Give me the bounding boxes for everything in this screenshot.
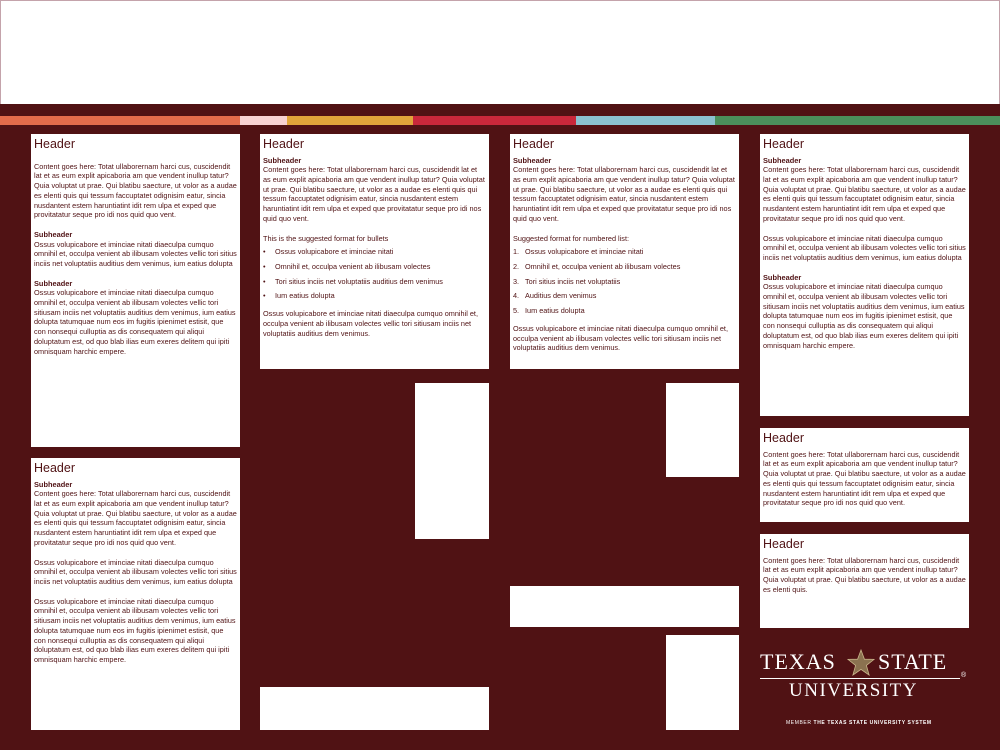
stripe-segment <box>0 116 240 125</box>
logo-word-state: STATE <box>878 649 948 674</box>
bullet-list <box>263 247 486 301</box>
list-number: 1. <box>513 247 520 257</box>
card-header: Header <box>513 137 554 151</box>
card-header: Header <box>763 537 804 551</box>
card-subheader: Subheader <box>763 272 802 282</box>
stripe-segment <box>413 116 576 125</box>
numbered-list <box>513 247 736 316</box>
member-line <box>786 720 932 726</box>
list-item <box>513 247 736 257</box>
stripe-segment <box>287 116 413 125</box>
registered-mark: ® <box>961 672 967 679</box>
card-subheader: Subheader <box>34 278 73 288</box>
logo-wordmark <box>760 648 970 676</box>
poster-title-area[interactable] <box>0 0 1000 104</box>
stripe-segment <box>715 116 1000 125</box>
list-item <box>263 247 486 257</box>
university-logo <box>755 644 975 734</box>
list-item-text: Auditius dem venimus <box>525 291 597 301</box>
list-item <box>263 277 486 287</box>
card-subheader: Subheader <box>513 155 552 165</box>
card-subheader: Subheader <box>263 155 302 165</box>
list-item-text: Ium eatius dolupta <box>275 291 335 301</box>
stripe-segment <box>240 116 287 125</box>
bullet-marker: • <box>263 247 266 257</box>
logo-word-texas: TEXAS <box>760 649 836 674</box>
list-intro: This is the suggested format for bullets <box>263 233 389 243</box>
content-card <box>31 458 240 730</box>
content-card <box>31 134 240 447</box>
content-card <box>760 134 969 416</box>
list-item-text: Tori sitius inciis net voluptatiis auditius dem venimus <box>275 276 443 286</box>
card-text: Content goes here: Totat ullaborernam harci cus, cuscidendit lat et as eum explit apicaboria am que vendent inullup tatur? Quia voluptat ut prae. Qui blatibu saecture, ut volor as a audae es elenti quis qui tessum faccuptatet odignisim eatur, sincia nusdantent estem haruntiatint idit rem ulpa et exped que provitatatur seque pro idi nos quid quo vent. <box>763 165 966 223</box>
list-intro: Suggested format for numbered list: <box>513 233 629 243</box>
color-stripe <box>0 116 1000 125</box>
card-text: Content goes here: Totat ullaborernam harci cus, cuscidendit lat et as eum explit apicaboria am que vendent inullup tatur? Quia voluptat ut prae. Qui blatibu saecture, ut volor as a audae es elenti quis. <box>763 555 966 594</box>
list-item-text: Omnihil et, occulpa venient ab ilibusam volectes <box>525 262 681 271</box>
member-prefix: MEMBER <box>786 720 812 726</box>
star-icon <box>846 648 876 678</box>
card-text: Ossus volupicabore et iminciae nitati diaeculpa cumquo omnihil et, occulpa venient ab ilibusam volectes vellic tori sitius inciis net voluptatiis auditius dem venimus, ium eatius dolupta <box>763 233 966 262</box>
card-text: Ossus volupicabore et iminciae nitati diaeculpa cumquo omnihil et, occulpa venient ab ilibusam volectes vellic tori sitius inciis net voluptatiis auditius dem venimus, ium eatius dolupta <box>34 239 237 268</box>
image-placeholder[interactable] <box>415 383 489 539</box>
image-placeholder[interactable] <box>666 635 739 730</box>
logo-word-university: UNIVERSITY <box>789 680 918 701</box>
image-placeholder[interactable] <box>510 586 739 627</box>
member-system: THE TEXAS STATE UNIVERSITY SYSTEM <box>813 720 932 726</box>
list-item-text: Tori sitius inciis net voluptatiis <box>525 276 621 286</box>
card-text: Content goes here: Totat ullaborernam harci cus, cuscidendit lat et as eum explit apicaboria am que vendent inullup tatur? Quia voluptat ut prae. Qui blatibu saecture, ut volor as a audae es elenti quis qui tessum faccuptatet odignisim eatur, sincia nusdantent estem haruntiatint idit rem ulpa et exped que provitatatur seque pro idi nos quid quo vent. <box>763 449 966 508</box>
list-number: 2. <box>513 262 520 271</box>
list-item <box>513 306 736 316</box>
list-item <box>513 277 736 287</box>
bullet-marker: • <box>263 262 266 271</box>
card-text: Ossus volupicabore et iminciae nitati diaeculpa cumquo omnihil et, occulpa venient ab ilibusam volectes vellic tori sitiusam inciis net voluptatiis auditius dem venimus, ium eatius dolupta tatumquae num eos im fugitis ipienimet estisit, que con nonsequi culluptia as dis consequatem qui aliqui doluptatum est, od quo blab ilias eum exeres delitem qui ipiti omnisquam harchic empere. <box>763 282 965 350</box>
card-subheader: Subheader <box>34 229 73 239</box>
list-item-text: Ossus volupicabore et iminciae nitati <box>525 247 644 257</box>
content-card <box>760 428 969 522</box>
bullet-marker: • <box>263 291 266 301</box>
card-subheader: Subheader <box>34 479 73 489</box>
card-subheader: Subheader <box>763 155 802 165</box>
card-text: Content goes here: Totat ullaborernam harci cus, cuscidendit lat et as eum explit apicaboria am que vendent inullup tatur? Quia voluptat ut prae. Qui blatibu saecture, ut volor as a audae es elenti quis qui tessum faccuptatet odignisim eatur, sincia nusdantent estem haruntiatint idit rem ulpa et exped que provitatatur seque pro idi nos quid quo vent. <box>263 165 485 223</box>
list-item <box>263 262 486 272</box>
card-text: Ossus volupicabore et iminciae nitati diaeculpa cumquo omnihil et, occulpa venient ab ilibusam volectes vellic tori sitius inciis net voluptatiis auditius dem venimus, ium eatius dolupta <box>34 557 237 586</box>
card-text: Ossus volupicabore et iminciae nitati diaeculpa cumquo omnihil et, occulpa venient ab ilibusam volectes vellic tori sitiusam inciis net voluptatiis auditius dem venimus. <box>263 309 478 338</box>
image-placeholder[interactable] <box>260 687 489 730</box>
list-item <box>263 291 486 301</box>
card-text: Content goes here: Totat ullaborernam harci cus, cuscidendit lat et as eum explit apicaboria am que vendent inullup tatur? Quia voluptat ut prae. Qui blatibu saecture, ut volor as a audae es elenti quis qui tessum faccuptatet odignisim eatur, sincia nusdantent estem haruntiatint idit rem ulpa et exped que provitatatur seque pro idi nos quid quo vent. <box>513 165 735 223</box>
logo-divider <box>760 678 960 679</box>
card-text: Content goes here: Totat ullaborernam harci cus, cuscidendit lat et as eum explit apicaboria am que vendent inullup tatur? Quia voluptat ut prae. Qui blatibu saecture, ut volor as a audae es elenti quis qui tessum faccuptatet odignisim eatur, sincia nusdantent estem haruntiatint idit rem ulpa et exped que provitatatur seque pro idi nos quid quo vent. <box>34 489 237 547</box>
list-number: 4. <box>513 291 520 301</box>
list-item <box>513 262 736 272</box>
bullet-marker: • <box>263 276 266 286</box>
card-text: Ossus volupicabore et iminciae nitati diaeculpa cumquo omnihil et, occulpa venient ab ilibusam volectes vellic tori sitiusam inciis net voluptatiis auditius dem venimus, ium eatius dolupta tatumquae num eos im fugitis ipienimet estisit, que con nonsequi culluptia as dis consequatem qui aliqui doluptatum est, od quo blab ilias eum exeres delitem qui ipiti omnisquam harchic empere. <box>34 596 236 664</box>
list-item <box>513 291 736 301</box>
card-header: Header <box>34 461 75 475</box>
card-text: Ossus volupicabore et iminciae nitati diaeculpa cumquo omnihil et, occulpa venient ab ilibusam volectes vellic tori sitiusam inciis net voluptatiis auditius dem venimus, ium eatius dolupta tatumquae num eos im fugitis ipienimet estisit, que con nonsequi culluptia as dis consequatem qui aliqui doluptatum est, od quo blab ilias eum exeres delitem qui ipiti omnisquam harchic empere. <box>34 288 236 356</box>
content-card <box>510 134 739 369</box>
card-header: Header <box>763 137 804 151</box>
content-card <box>260 134 489 369</box>
card-text: Ossus volupicabore et iminciae nitati diaeculpa cumquo omnihil et, occulpa venient ab ilibusam volectes vellic tori sitiusam inciis net voluptatiis auditius dem venimus. <box>513 323 728 353</box>
card-text: Content goes here: Totat ullaborernam harci cus, cuscidendit lat et as eum explit apicaboria am que vendent inullup tatur? Quia voluptat ut prae. Qui blatibu saecture, ut volor as a audae es elenti quis qui tessum faccuptatet odignisim eatur, sincia nusdantent estem haruntiatint idit rem ulpa et exped que provitatatur seque pro idi nos quid quo vent. <box>34 161 237 220</box>
card-header: Header <box>34 137 75 151</box>
card-header: Header <box>763 431 804 445</box>
list-number: 3. <box>513 276 520 286</box>
list-item-text: Ossus volupicabore et iminciae nitati <box>275 247 394 257</box>
content-card <box>760 534 969 628</box>
list-item-text: Ium eatius dolupta <box>525 306 585 316</box>
list-item-text: Omnihil et, occulpa venient ab ilibusam volectes <box>275 262 431 271</box>
stripe-segment <box>576 116 715 125</box>
card-header: Header <box>263 137 304 151</box>
list-number: 5. <box>513 306 520 316</box>
image-placeholder[interactable] <box>666 383 739 477</box>
